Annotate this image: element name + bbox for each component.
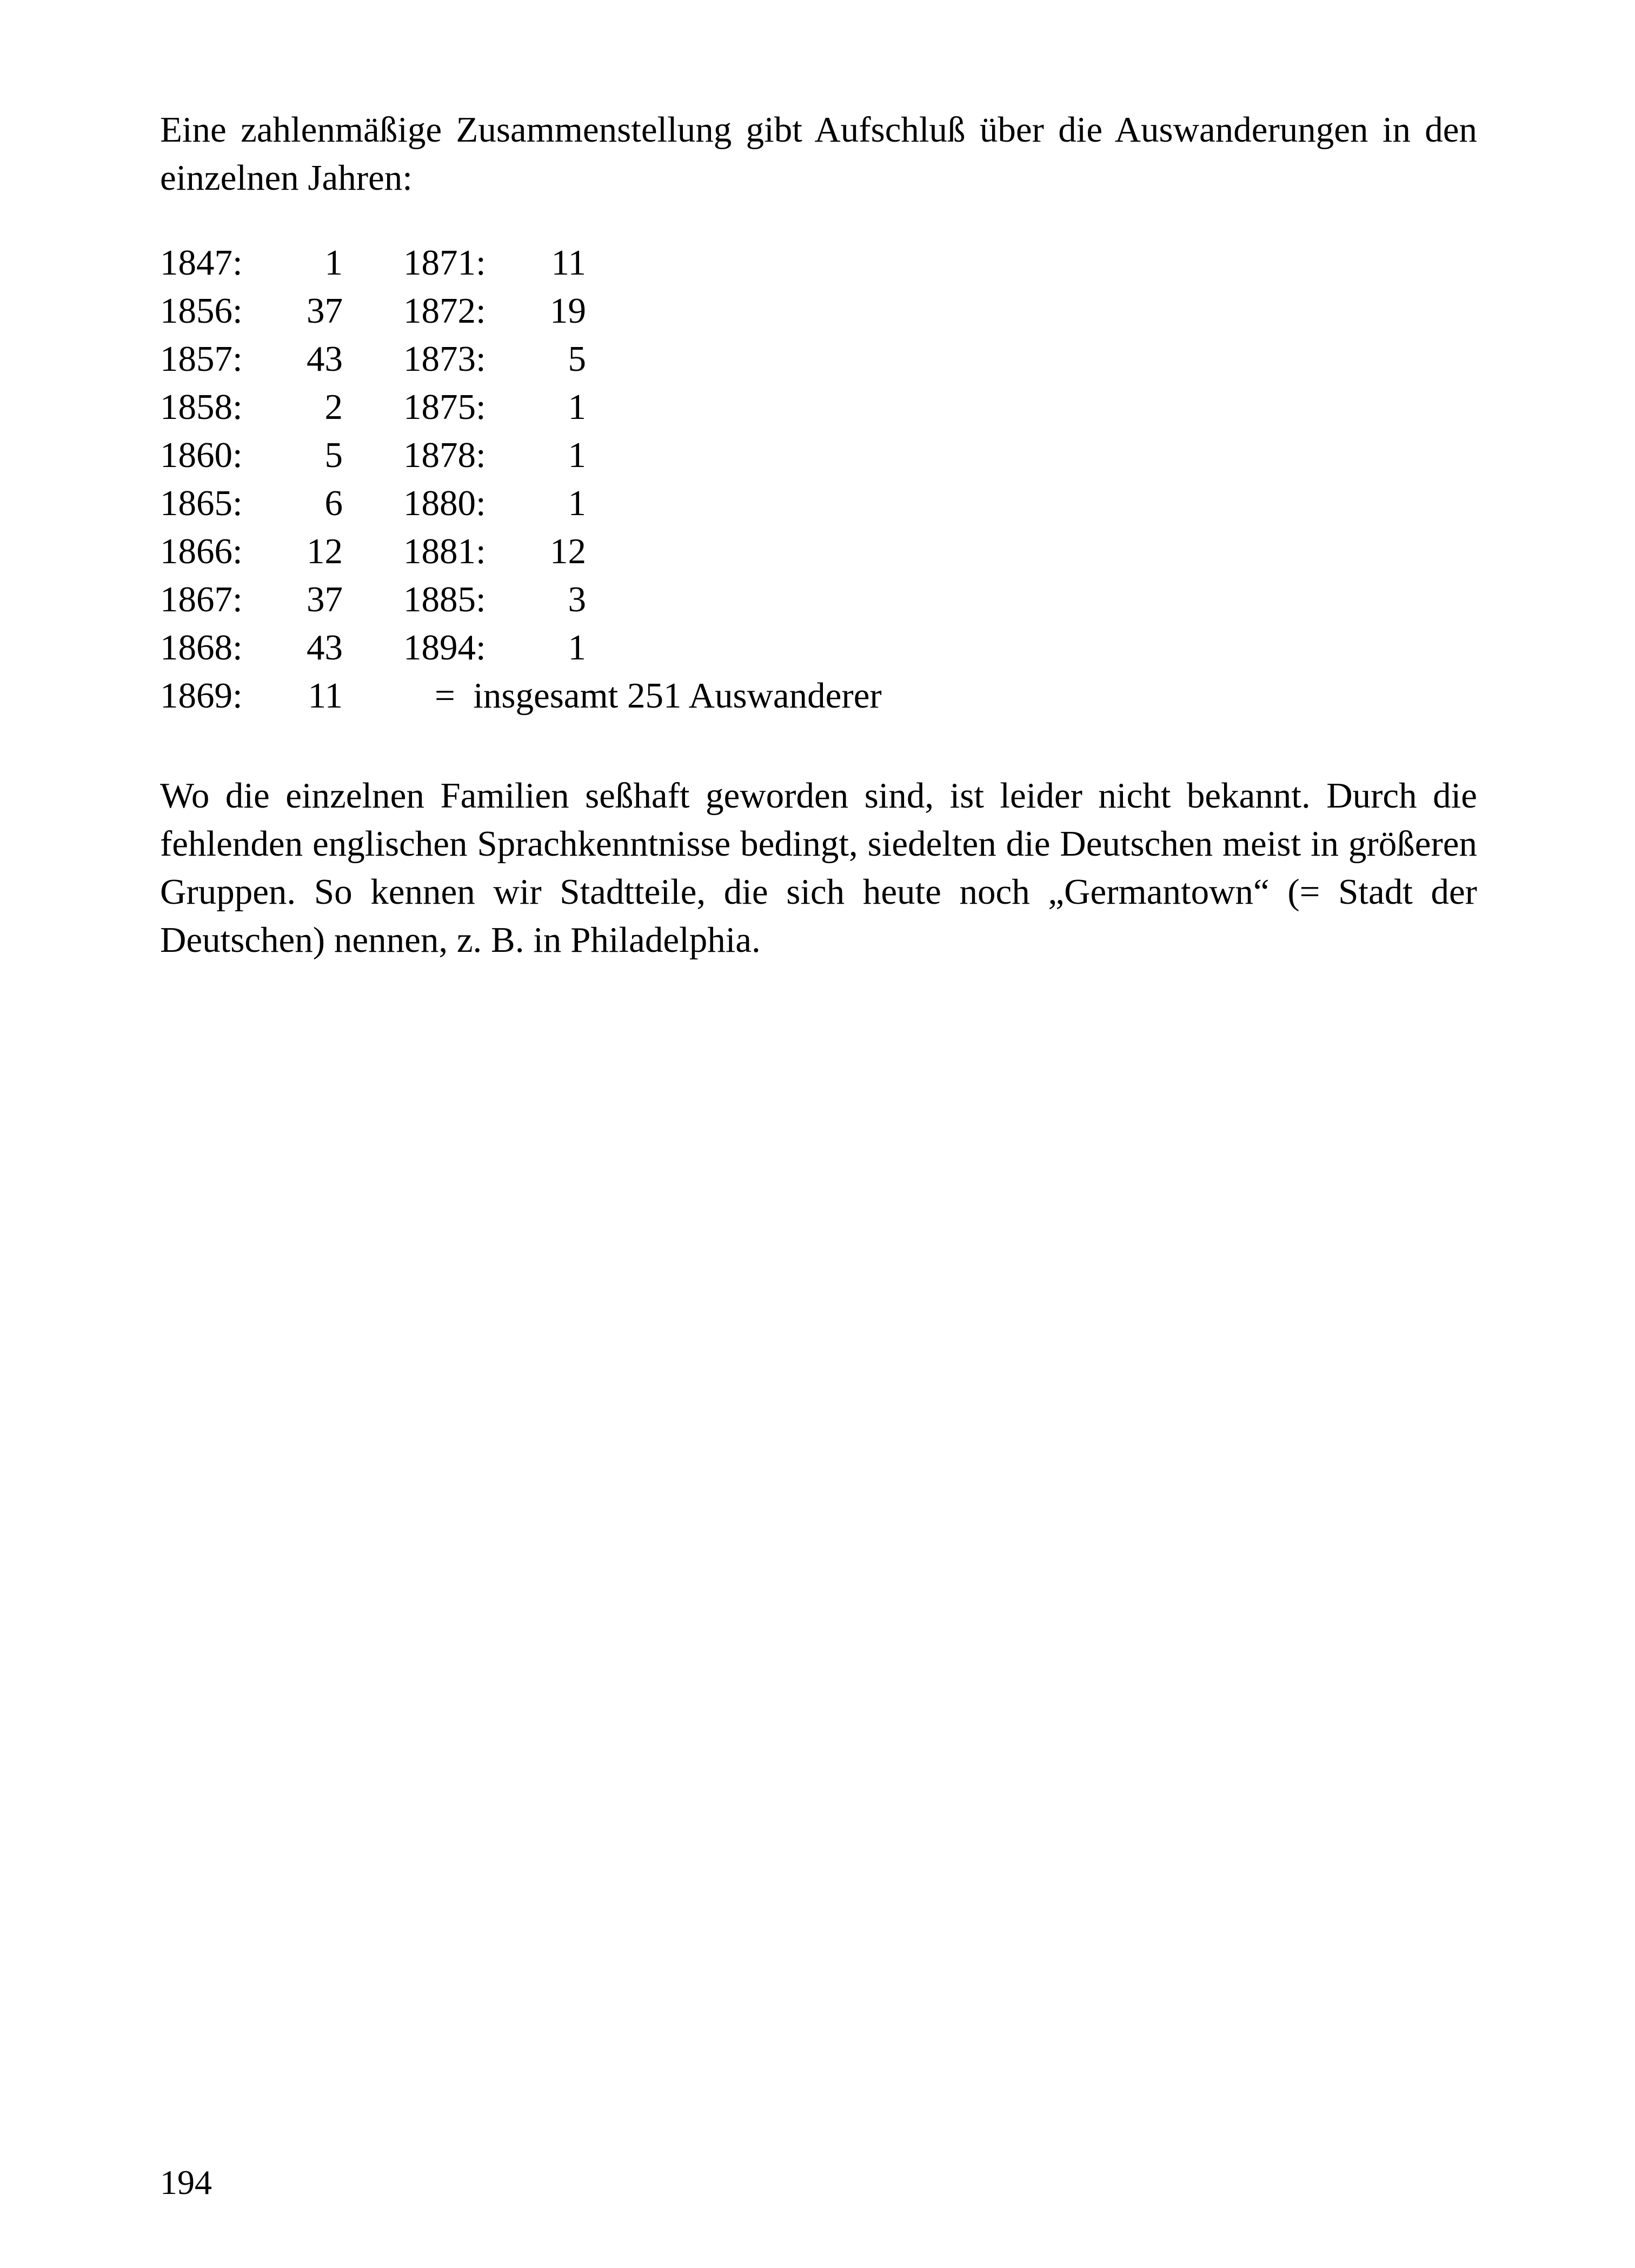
count-value: 5 (568, 339, 586, 379)
count-value: 1 (568, 387, 586, 427)
year-label: 1878: (403, 435, 486, 475)
year-label: 1885: (403, 579, 486, 619)
table-row (160, 576, 1477, 624)
right-entry (403, 287, 663, 335)
count-value: 1 (568, 628, 586, 668)
table-row (160, 383, 1477, 431)
table-row (160, 335, 1477, 383)
table-row (160, 239, 1477, 287)
count-value: 12 (550, 531, 586, 571)
count-value: 5 (324, 435, 343, 475)
left-entry (160, 335, 403, 383)
left-entry (160, 479, 403, 528)
count-value: 1 (568, 435, 586, 475)
table-row (160, 624, 1477, 672)
count-value: 3 (568, 579, 586, 619)
left-entry (160, 431, 403, 479)
year-label: 1880: (403, 483, 486, 523)
year-label: 1881: (403, 531, 486, 571)
right-entry (403, 624, 663, 672)
year-label: 1847: (160, 243, 243, 283)
year-label: 1872: (403, 291, 486, 331)
left-entry (160, 672, 403, 720)
left-entry (160, 528, 403, 576)
right-entry (403, 239, 663, 287)
left-entry (160, 383, 403, 431)
left-entry (160, 239, 403, 287)
table-row (160, 287, 1477, 335)
count-value: 1 (568, 483, 586, 523)
count-value: 19 (550, 291, 586, 331)
count-value: 37 (307, 579, 343, 619)
year-label: 1858: (160, 387, 243, 427)
year-label: 1860: (160, 435, 243, 475)
count-value: 2 (324, 387, 343, 427)
right-entry (403, 431, 663, 479)
right-entry (403, 383, 663, 431)
total-label: = insgesamt 251 Auswanderer (435, 676, 882, 716)
count-value: 6 (324, 483, 343, 523)
page-number: 194 (160, 2163, 212, 2202)
year-label: 1894: (403, 628, 486, 668)
intro-paragraph: Eine zahlenmäßige Zusammenstellung gibt Aufschluß über die Auswanderungen in den einzelnen Jahren: (160, 110, 1477, 198)
count-value: 43 (307, 628, 343, 668)
year-label: 1871: (403, 243, 486, 283)
year-label: 1867: (160, 579, 243, 619)
count-value: 11 (308, 676, 343, 716)
text-block (160, 106, 1477, 964)
right-entry (403, 479, 663, 528)
left-entry (160, 576, 403, 624)
emigration-figures-list (160, 239, 1477, 720)
right-entry (403, 335, 663, 383)
table-row (160, 479, 1477, 528)
count-value: 43 (307, 339, 343, 379)
table-row (160, 528, 1477, 576)
year-label: 1868: (160, 628, 243, 668)
year-label: 1856: (160, 291, 243, 331)
year-label: 1866: (160, 531, 243, 571)
year-label: 1865: (160, 483, 243, 523)
right-entry (403, 576, 663, 624)
year-label: 1875: (403, 387, 486, 427)
table-row (160, 431, 1477, 479)
count-value: 37 (307, 291, 343, 331)
year-label: 1869: (160, 676, 243, 716)
year-label: 1857: (160, 339, 243, 379)
closing-paragraph: Wo die einzelnen Familien seßhaft geworden sind, ist leider nicht bekannt. Durch die fehlenden englischen Sprachkenntnisse bedingt, siedelten die Deutschen meist in größeren Gruppen. So kennen wir Stadtteile, die sich heute noch „Germantown“ (= Stadt der Deutschen) nennen, z. B. in Philadelphia. (160, 776, 1477, 960)
left-entry (160, 287, 403, 335)
table-row-total (160, 672, 1477, 720)
left-entry (160, 624, 403, 672)
right-entry (403, 528, 663, 576)
count-value: 1 (324, 243, 343, 283)
count-value: 11 (551, 243, 586, 283)
paragraph-spacer (160, 720, 1477, 772)
count-value: 12 (307, 531, 343, 571)
year-label: 1873: (403, 339, 486, 379)
